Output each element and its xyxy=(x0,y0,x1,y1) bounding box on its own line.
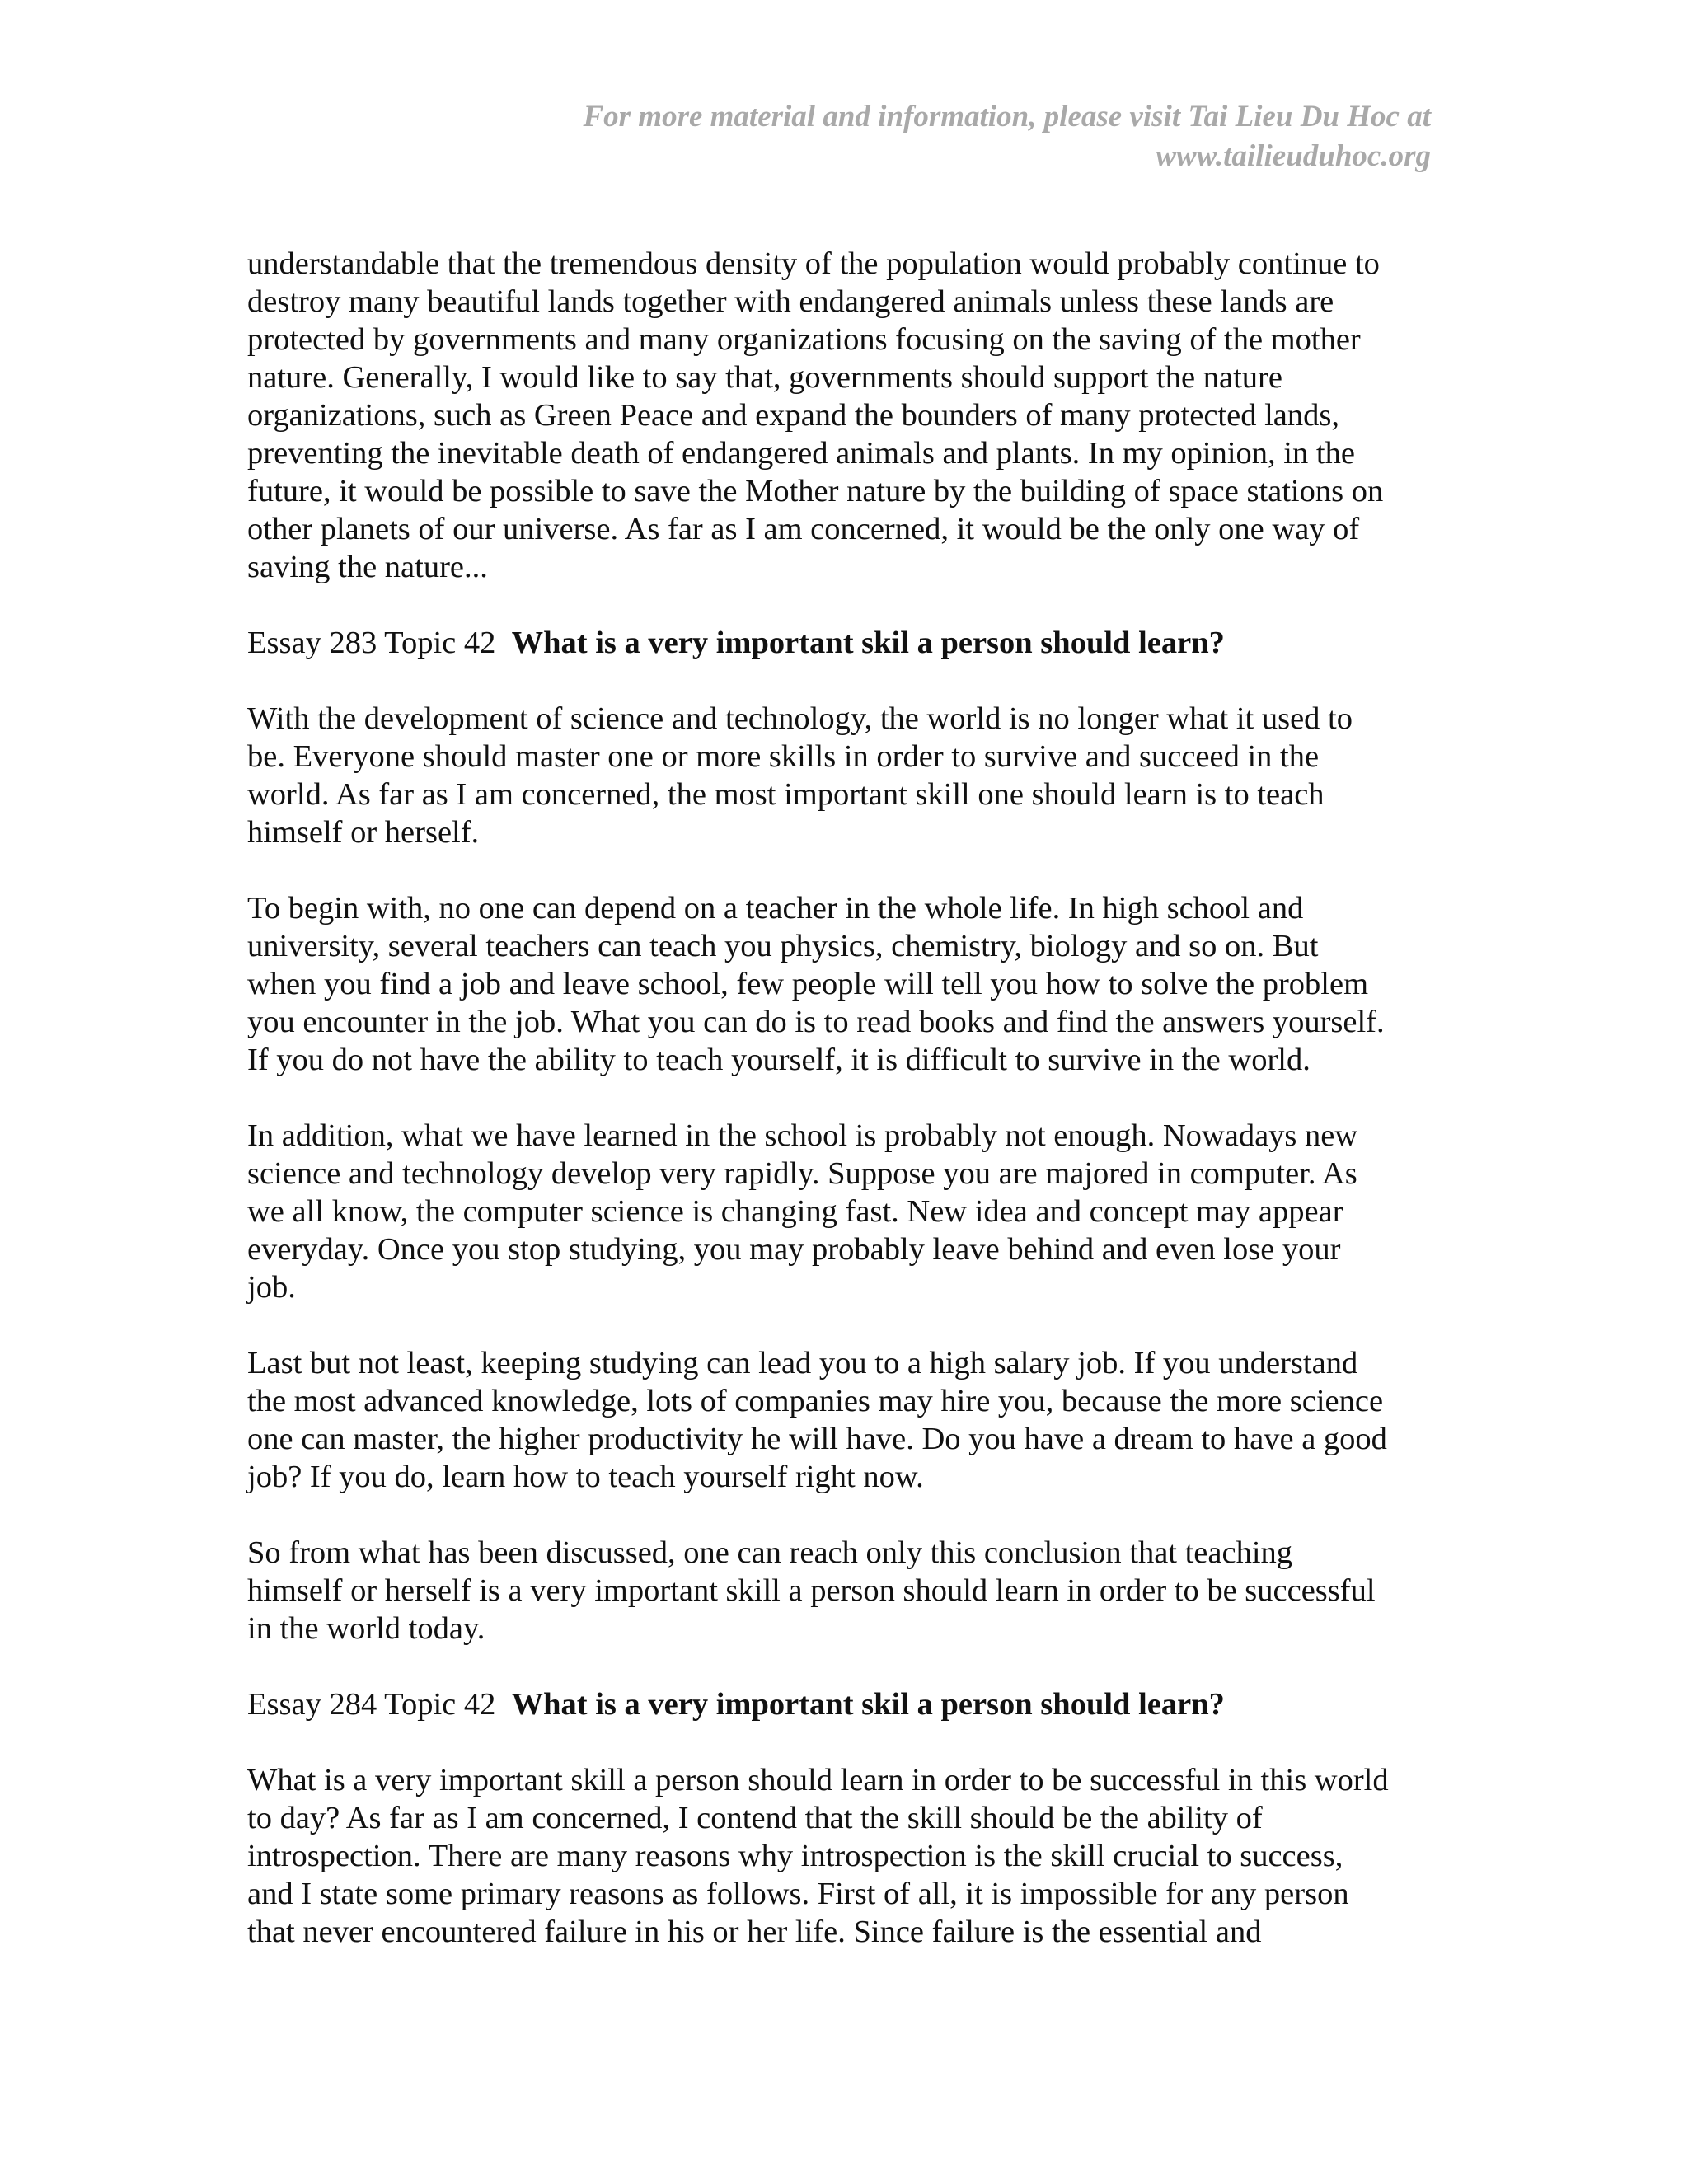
text-line: understandable that the tremendous density of the population would probably continue to xyxy=(247,246,1380,281)
text-line: future, it would be possible to save the Mother nature by the building of space stations on xyxy=(247,474,1384,509)
text-line: that never encountered failure in his or her life. Since failure is the essential and xyxy=(247,1915,1262,1949)
essay-283-intro xyxy=(247,700,1451,851)
essay-283-conclusion xyxy=(247,1534,1451,1647)
essay-283-heading xyxy=(247,624,1451,662)
text-line: Last but not least, keeping studying can lead you to a high salary job. If you understand xyxy=(247,1346,1358,1380)
essay-284-label: Essay 284 Topic 42 xyxy=(247,1687,496,1722)
text-line: What is a very important skill a person should learn in order to be successful in this world xyxy=(247,1763,1389,1797)
text-line: the most advanced knowledge, lots of companies may hire you, because the more science xyxy=(247,1384,1384,1418)
text-line: world. As far as I am concerned, the most important skill one should learn is to teach xyxy=(247,777,1325,812)
text-line: introspection. There are many reasons why introspection is the skill crucial to success, xyxy=(247,1839,1343,1873)
text-line: everyday. Once you stop studying, you may probably leave behind and even lose your xyxy=(247,1232,1341,1267)
text-line: when you find a job and leave school, few people will tell you how to solve the problem xyxy=(247,967,1369,1001)
essay-284-title: What is a very important skil a person should learn? xyxy=(511,1687,1225,1722)
text-line: destroy many beautiful lands together with endangered animals unless these lands are xyxy=(247,284,1334,319)
essay-283-body-1 xyxy=(247,889,1451,1079)
essay-284-intro xyxy=(247,1761,1451,1951)
header-link-url[interactable]: www.tailieuduhoc.org xyxy=(1156,139,1431,173)
text-line: himself or herself. xyxy=(247,815,480,850)
text-line: in the world today. xyxy=(247,1611,485,1646)
text-line: nature. Generally, I would like to say that, governments should support the nature xyxy=(247,360,1282,395)
text-line: job? If you do, learn how to teach yourself right now. xyxy=(247,1460,924,1494)
text-line: university, several teachers can teach you physics, chemistry, biology and so on. But xyxy=(247,929,1319,963)
text-line: saving the nature... xyxy=(247,550,488,584)
text-line: other planets of our universe. As far as I am concerned, it would be the only one way of xyxy=(247,512,1360,546)
text-line: If you do not have the ability to teach yourself, it is difficult to survive in the world. xyxy=(247,1043,1311,1077)
document-body xyxy=(247,245,1451,1989)
text-line: and I state some primary reasons as follows. First of all, it is impossible for any person xyxy=(247,1877,1349,1911)
text-line: to day? As far as I am concerned, I contend that the skill should be the ability of xyxy=(247,1801,1263,1835)
paragraph-continuation xyxy=(247,245,1451,586)
text-line: be. Everyone should master one or more skills in order to survive and succeed in the xyxy=(247,739,1320,774)
text-line: preventing the inevitable death of endangered animals and plants. In my opinion, in the xyxy=(247,436,1355,471)
text-line: we all know, the computer science is changing fast. New idea and concept may appear xyxy=(247,1194,1343,1229)
text-line: one can master, the higher productivity he will have. Do you have a dream to have a good xyxy=(247,1422,1387,1456)
text-line: With the development of science and technology, the world is no longer what it used to xyxy=(247,701,1353,736)
essay-284-heading xyxy=(247,1685,1451,1723)
essay-283-title: What is a very important skil a person should learn? xyxy=(511,626,1225,660)
essay-283-body-2 xyxy=(247,1117,1451,1306)
text-line: science and technology develop very rapidly. Suppose you are majored in computer. As xyxy=(247,1156,1357,1191)
essay-283-label: Essay 283 Topic 42 xyxy=(247,626,496,660)
essay-283-body-3 xyxy=(247,1344,1451,1496)
text-line: job. xyxy=(247,1270,296,1305)
text-line: you encounter in the job. What you can do is to read books and find the answers yourself. xyxy=(247,1005,1385,1039)
header-line-1: For more material and information, please visit Tai Lieu Du Hoc at xyxy=(583,100,1431,134)
text-line: So from what has been discussed, one can reach only this conclusion that teaching xyxy=(247,1535,1293,1570)
page-header xyxy=(359,97,1431,176)
text-line: In addition, what we have learned in the school is probably not enough. Nowadays new xyxy=(247,1118,1358,1153)
text-line: protected by governments and many organizations focusing on the saving of the mother xyxy=(247,322,1361,357)
text-line: organizations, such as Green Peace and expand the bounders of many protected lands, xyxy=(247,398,1339,433)
text-line: himself or herself is a very important skill a person should learn in order to be successful xyxy=(247,1573,1376,1608)
text-line: To begin with, no one can depend on a teacher in the whole life. In high school and xyxy=(247,891,1304,926)
